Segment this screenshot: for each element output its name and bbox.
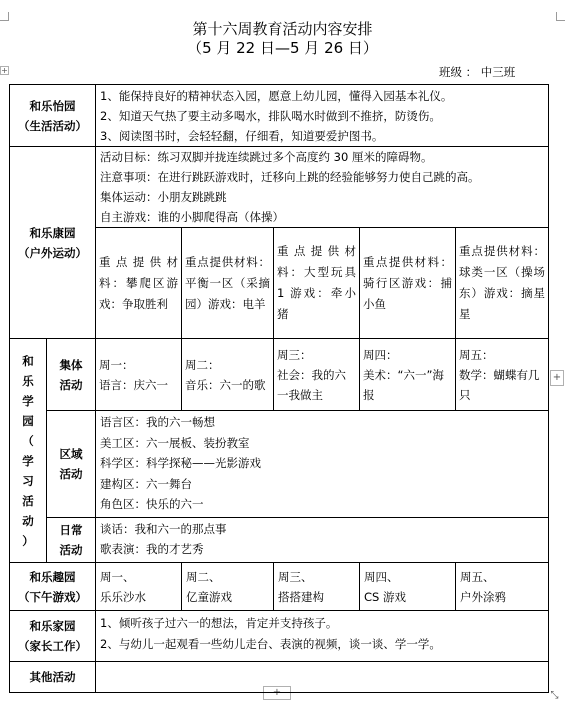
quyuan-day-5[interactable]: 周五、 户外涂鸦: [456, 563, 549, 611]
kangyuan-free-play: 自主游戏：谁的小脚爬得高（体操）: [100, 210, 284, 224]
header-yiyuan: 和乐怡园 （生活活动）: [10, 85, 96, 147]
row-other: [10, 662, 549, 693]
quyuan-day-4[interactable]: 周四、 CS 游戏: [360, 563, 456, 611]
add-row-handle[interactable]: +: [263, 686, 291, 700]
class-label: 班级 ： 中三班: [439, 65, 516, 79]
row-quyu: [10, 411, 549, 518]
content-yiyuan[interactable]: [96, 85, 549, 147]
row-jiayuan: [10, 611, 549, 662]
table-resize-handle[interactable]: ⤡: [548, 690, 561, 701]
label-quyu: 区域 活动: [47, 411, 96, 518]
document-title: 第十六周教育活动内容安排: [192, 20, 373, 38]
row-yiyuan: [10, 85, 549, 147]
label-richang: 日常 活动: [47, 518, 96, 563]
yiyuan-line-1: 1、能保持良好的精神状态入园，愿意上幼儿园，懂得入园基本礼仪。: [100, 89, 453, 103]
document-subtitle: （5 月 22 日—5 月 26 日）: [187, 39, 378, 57]
kangyuan-group-sport: 集体运动：小朋友跳跳跳: [100, 190, 227, 204]
quyu-line-5: 角色区：快乐的六一: [100, 497, 204, 511]
content-kangyuan[interactable]: [96, 147, 549, 228]
header-kangyuan: 和乐康园 （户外运动）: [10, 147, 96, 339]
quyu-line-1: 语言区：我的六一畅想: [100, 415, 215, 429]
header-jiayuan: 和乐家园 （家长工作）: [10, 611, 96, 662]
yiyuan-line-2: 2、知道天气热了要主动多喝水，排队喝水时做到不推挤，防烫伤。: [100, 109, 441, 123]
jiayuan-line-1: 1、倾听孩子过六一的想法，肯定并支持孩子。: [100, 616, 338, 630]
row-kangyuan-text: [10, 147, 549, 228]
header-xueyuan: 和 乐 学 园 （ 学 习 活 动 ）: [10, 339, 47, 563]
header-quyuan: 和乐趣园 （下午游戏）: [10, 563, 96, 611]
jiti-day-1[interactable]: 周一： 语言：庆六一: [96, 339, 182, 411]
jiti-day-3[interactable]: 周三： 社会：我的六一我做主: [274, 339, 360, 411]
kangyuan-area-5[interactable]: 重点提供材料：球类一区（操场东）游戏：摘星星: [456, 228, 549, 339]
content-other[interactable]: [96, 662, 549, 693]
jiti-day-4[interactable]: 周四： 美术：“六一”海报: [360, 339, 456, 411]
quyu-line-3: 科学区：科学探秘——光影游戏: [100, 456, 261, 470]
row-quyuan: [10, 563, 549, 611]
kangyuan-notes: 注意事项：在进行跳跃游戏时，迁移向上跳的经验能够努力使自己跳的高。: [100, 170, 480, 184]
content-quyu[interactable]: [96, 411, 549, 518]
quyu-line-4: 建构区：六一舞台: [100, 476, 192, 491]
jiti-day-5[interactable]: 周五： 数学：蝴蝶有几只: [456, 339, 549, 411]
kangyuan-area-2[interactable]: 重点提供材料：平衡一区（采摘园）游戏：电羊: [182, 228, 274, 339]
schedule-table: [9, 84, 549, 693]
content-jiayuan[interactable]: [96, 611, 549, 662]
kangyuan-area-4[interactable]: 重点提供材料：骑行区游戏：捕小鱼: [360, 228, 456, 339]
kangyuan-goal: 活动目标：练习双脚并拢连续跳过多个高度约 30 厘米的障碍物。: [100, 150, 433, 164]
row-richang: [10, 518, 549, 563]
quyuan-day-1[interactable]: 周一、 乐乐沙水: [96, 563, 182, 611]
quyuan-day-3[interactable]: 周三、 搭搭建构: [274, 563, 360, 611]
kangyuan-area-1[interactable]: 重点提供材料：攀爬区游戏：争取胜利: [96, 228, 182, 339]
yiyuan-line-3: 3、阅读图书时，会轻轻翻，仔细看，知道要爱护图书。: [100, 129, 384, 143]
quyuan-day-2[interactable]: 周二、 亿童游戏: [182, 563, 274, 611]
kangyuan-area-3[interactable]: 重点提供材料：大型玩具 1 游戏：牵小猪: [274, 228, 360, 339]
table-move-handle[interactable]: +: [1, 66, 8, 75]
header-other: 其他活动: [10, 662, 96, 693]
label-jiti: 集体 活动: [47, 339, 96, 411]
add-column-handle[interactable]: +: [550, 370, 564, 386]
content-richang[interactable]: [96, 518, 549, 563]
jiayuan-line-2: 2、与幼儿一起观看一些幼儿走台、表演的视频，谈一谈、学一学。: [100, 637, 441, 651]
jiti-day-2[interactable]: 周二： 音乐：六一的歌: [182, 339, 274, 411]
row-jiti: [10, 339, 549, 411]
quyu-line-2: 美工区：六一展板、装扮教室: [100, 435, 250, 450]
richang-line-2: 歌表演：我的才艺秀: [100, 542, 204, 556]
richang-line-1: 谈话：我和六一的那点事: [100, 522, 227, 536]
